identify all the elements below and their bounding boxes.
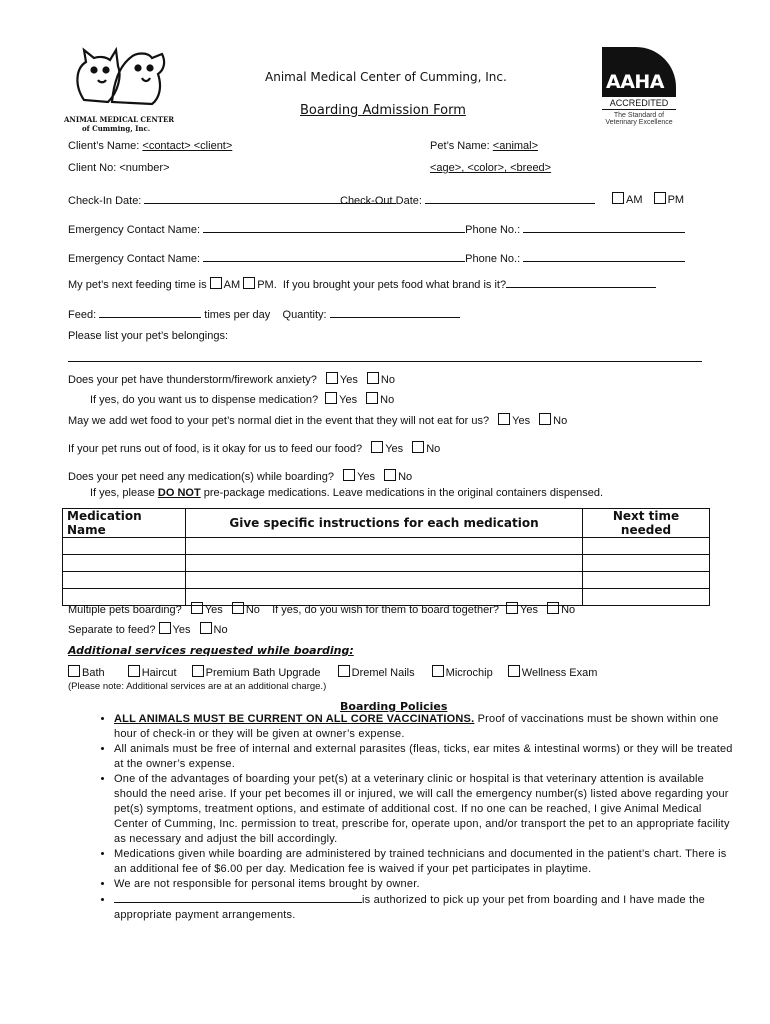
medication-question: Does your pet need any medication(s) while boarding? (68, 471, 334, 483)
list-item (114, 712, 734, 742)
med-note-pre: If yes, please (90, 487, 155, 499)
med-name-cell[interactable] (63, 538, 186, 555)
medication-table (62, 508, 710, 606)
feeding-time-row (68, 277, 656, 291)
feed-row (68, 307, 460, 321)
pet-name-row (430, 140, 538, 152)
med-name-header: Medication Name (63, 509, 186, 538)
med-instructions-cell[interactable] (186, 555, 583, 572)
feeding-am-label: AM (223, 279, 241, 291)
multiple-pets-row (68, 602, 575, 616)
multiple-no-checkbox[interactable] (232, 602, 244, 614)
med-note-post: pre-package medications. Leave medications in the original containers dispensed. (203, 487, 604, 499)
med-next-time-header: Next time needed (583, 509, 710, 538)
dispense-no-checkbox[interactable] (366, 392, 378, 404)
service-premium-bath: Premium Bath Upgrade (205, 667, 321, 679)
emergency-row-2 (68, 251, 685, 265)
checkout-row (340, 193, 595, 207)
runs-out-no-label: No (426, 443, 441, 455)
pet-details[interactable]: <age>, <color>, <breed> (430, 162, 552, 174)
dispense-yes-label: Yes (339, 394, 358, 406)
client-name-label: Client’s Name: (68, 140, 140, 152)
policy-6-text: is authorized to pick up your pet from boarding and I have made the appropriate payment arrangements. (114, 894, 705, 921)
wet-food-no-checkbox[interactable] (539, 413, 551, 425)
medication-row (68, 469, 412, 483)
aaha-accredited: ACCREDITED (602, 97, 676, 110)
feed-field[interactable] (99, 307, 201, 318)
medication-yes-label: Yes (357, 471, 376, 483)
medication-yes-checkbox[interactable] (343, 469, 355, 481)
wet-food-yes-label: Yes (512, 415, 531, 427)
med-next-time-cell[interactable] (583, 555, 710, 572)
service-haircut: Haircut (141, 667, 177, 679)
microchip-checkbox[interactable] (432, 665, 444, 677)
logo-text-line1: ANIMAL MEDICAL CENTER (64, 115, 175, 124)
separate-feed-row (68, 622, 228, 636)
premium-bath-checkbox[interactable] (192, 665, 204, 677)
together-yes-label: Yes (520, 604, 538, 616)
feed-label: Feed: (68, 309, 97, 321)
runs-out-yes-checkbox[interactable] (371, 441, 383, 453)
food-brand-field[interactable] (506, 277, 656, 288)
phone-field-2[interactable] (523, 251, 685, 262)
checkout-label: Check-Out Date: (340, 195, 422, 207)
wet-food-yes-checkbox[interactable] (498, 413, 510, 425)
logo-text-line2: of Cumming, Inc. (82, 124, 151, 133)
clinic-logo (64, 40, 174, 132)
checkout-am-checkbox[interactable] (612, 192, 624, 204)
separate-yes-checkbox[interactable] (159, 622, 171, 634)
feeding-am-checkbox[interactable] (210, 277, 222, 289)
runs-out-no-checkbox[interactable] (412, 441, 424, 453)
thunder-row (68, 372, 395, 386)
dispense-yes-checkbox[interactable] (325, 392, 337, 404)
runs-out-yes-label: Yes (385, 443, 404, 455)
together-no-label: No (561, 604, 576, 616)
service-bath: Bath (82, 667, 105, 679)
dispense-row (90, 392, 394, 406)
med-instructions-cell[interactable] (186, 538, 583, 555)
checkout-field[interactable] (425, 193, 595, 204)
thunder-question: Does your pet have thunderstorm/firework anxiety? (68, 374, 317, 386)
feeding-pm-checkbox[interactable] (243, 277, 255, 289)
form-title: Boarding Admission Form (300, 103, 466, 118)
med-note-bold: DO NOT (157, 487, 201, 499)
separate-no-label: No (213, 624, 228, 636)
policy-1-rest: Proof of vaccinations must be shown within one hour of check-in or they will be given at owner’s expense. (114, 713, 719, 740)
client-no-label: Client No: (68, 162, 117, 174)
belongings-field[interactable] (68, 361, 702, 362)
multiple-pets-question: Multiple pets boarding? (68, 604, 182, 616)
service-microchip: Microchip (445, 667, 493, 679)
services-note: (Please note: Additional services are at an additional charge.) (68, 681, 327, 692)
list-item (114, 892, 734, 923)
wet-food-question: May we add wet food to your pet’s normal diet in the event that they will not eat for us? (68, 415, 490, 427)
table-row (63, 572, 710, 589)
service-dremel-nails: Dremel Nails (351, 667, 415, 679)
wet-food-no-label: No (553, 415, 568, 427)
runs-out-question: If your pet runs out of food, is it okay for us to feed our food? (68, 443, 363, 455)
med-instructions-cell[interactable] (186, 572, 583, 589)
times-per-day-label: times per day (204, 309, 271, 321)
services-row (68, 665, 597, 679)
separate-feed-question: Separate to feed? (68, 624, 156, 636)
list-item: • One of the advantages of boarding your pet(s) at a veterinary clinic or hospital is that veterinary attention is available should the need arise. If your pet becomes ill or injured, we will call the emergency number(s) listed above regarding your pet(s) symptoms, treatment options, and estimate of additional cost. If no one can be reached, I give Animal Medical Center of Cumming, Inc. permission to treat, prescribe for, operate upon, and/or transport the pet to an appropriate facility as necessary and adjust the bill accordingly. (114, 772, 734, 847)
thunder-yes-label: Yes (339, 374, 358, 386)
feeding-time-label: My pet’s next feeding time is (68, 279, 207, 291)
aaha-mark-icon (602, 47, 676, 97)
med-name-cell[interactable] (63, 572, 186, 589)
policies-heading: Boarding Policies (340, 700, 448, 713)
emergency-name-field-2[interactable] (203, 251, 465, 262)
client-no-value[interactable]: <number> (119, 162, 170, 174)
feeding-pm-label: PM. (257, 279, 277, 291)
emergency-row-1 (68, 222, 685, 236)
med-instructions-header: Give specific instructions for each medication (186, 509, 583, 538)
pickup-authorized-field[interactable] (114, 892, 362, 903)
aaha-text: AAHA (606, 71, 665, 93)
policies-list (86, 712, 734, 923)
multiple-yes-label: Yes (204, 604, 223, 616)
thunder-yes-checkbox[interactable] (326, 372, 338, 384)
checkout-pm-label: PM (667, 194, 685, 206)
dispense-no-label: No (380, 394, 395, 406)
pet-name-value[interactable]: <animal> (492, 140, 539, 152)
table-row (63, 555, 710, 572)
quantity-label: Quantity: (282, 309, 327, 321)
client-name-value[interactable]: <contact> <client> (142, 140, 233, 152)
checkout-ampm (612, 192, 684, 206)
multiple-no-label: No (245, 604, 260, 616)
medication-note (90, 487, 603, 499)
medication-no-label: No (398, 471, 413, 483)
checkout-am-label: AM (626, 194, 643, 206)
table-row (63, 538, 710, 555)
policy-1-bold: ALL ANIMALS MUST BE CURRENT ON ALL CORE VACCINATIONS. (114, 713, 475, 725)
aaha-tagline-2: Veterinary Excellence (605, 119, 673, 126)
bath-checkbox[interactable] (68, 665, 80, 677)
list-item: • Medications given while boarding are administered by trained technicians and documented in the patient’s chart. There is an additional fee of $6.00 per day. Medication fee is waived if your pet participates in playtime. (114, 847, 734, 877)
separate-yes-label: Yes (172, 624, 191, 636)
runs-out-row (68, 441, 440, 455)
phone-field-1[interactable] (523, 222, 685, 233)
aaha-tagline-1: The Standard of (613, 112, 665, 119)
emergency-label-1: Emergency Contact Name: (68, 224, 201, 236)
dispense-question: If yes, do you want us to dispense medication? (90, 394, 319, 406)
wellness-exam-checkbox[interactable] (508, 665, 520, 677)
separate-no-checkbox[interactable] (200, 622, 212, 634)
food-brand-label: If you brought your pets food what brand is it? (282, 279, 507, 291)
together-no-checkbox[interactable] (547, 602, 559, 614)
wet-food-row (68, 413, 567, 427)
list-item: • All animals must be free of internal and external parasites (fleas, ticks, ear mites & intestinal worms) or they will be treated at the owner’s expense. (114, 742, 734, 772)
together-question: If yes, do you wish for them to board together? (272, 604, 499, 616)
med-next-time-cell[interactable] (583, 538, 710, 555)
med-name-cell[interactable] (63, 555, 186, 572)
phone-label-1: Phone No.: (465, 224, 521, 236)
pet-name-label: Pet’s Name: (430, 140, 490, 152)
client-name-row (68, 140, 232, 152)
checkin-label: Check-In Date: (68, 195, 142, 207)
multiple-yes-checkbox[interactable] (191, 602, 203, 614)
client-no-row (68, 162, 170, 174)
quantity-field[interactable] (330, 307, 460, 318)
emergency-label-2: Emergency Contact Name: (68, 253, 201, 265)
list-item: • We are not responsible for personal items brought by owner. (114, 877, 734, 892)
cat-dog-logo-icon (64, 40, 174, 110)
services-heading: Additional services requested while boarding: (68, 644, 354, 657)
emergency-name-field-1[interactable] (203, 222, 465, 233)
together-yes-checkbox[interactable] (506, 602, 518, 614)
med-next-time-cell[interactable] (583, 589, 710, 606)
med-next-time-cell[interactable] (583, 572, 710, 589)
medication-table-header (63, 509, 710, 538)
thunder-no-label: No (380, 374, 395, 386)
thunder-no-checkbox[interactable] (367, 372, 379, 384)
dremel-nails-checkbox[interactable] (338, 665, 350, 677)
haircut-checkbox[interactable] (128, 665, 140, 677)
medication-no-checkbox[interactable] (384, 469, 396, 481)
belongings-label: Please list your pet’s belongings: (68, 330, 229, 342)
checkout-pm-checkbox[interactable] (654, 192, 666, 204)
phone-label-2: Phone No.: (465, 253, 521, 265)
aaha-badge (602, 47, 676, 126)
clinic-name: Animal Medical Center of Cumming, Inc. (265, 70, 507, 84)
service-wellness-exam: Wellness Exam (521, 667, 598, 679)
